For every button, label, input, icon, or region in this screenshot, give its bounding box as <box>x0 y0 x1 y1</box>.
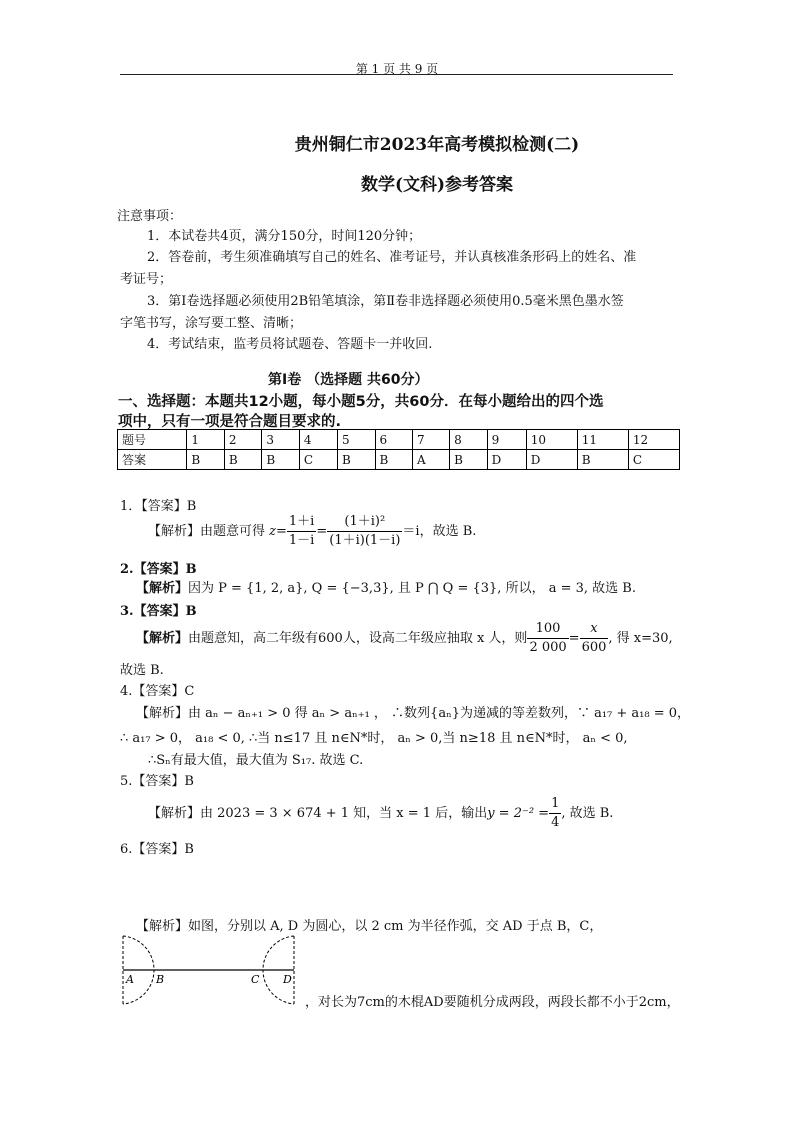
q1-eq: = <box>276 524 287 539</box>
q3-solution <box>136 620 673 657</box>
table-cell: C <box>299 450 337 470</box>
q6-line-1: 【解析】如图，分别以 A, D 为圆心，以 2 cm 为半径作弧，交 AD 于点 B，C， <box>136 919 603 934</box>
q1-f1-num: 1＋i <box>287 513 316 532</box>
label-c: C <box>251 973 260 986</box>
q6-answer: 6.【答案】B <box>120 842 194 857</box>
label-b: B <box>156 973 165 986</box>
table-cell: 12 <box>628 430 679 450</box>
note-3b: 字笔书写，涂写要工整、清晰； <box>120 316 303 331</box>
stick-figure-diagram <box>118 933 303 1008</box>
q3-fraction-a <box>527 620 568 657</box>
q1-eq2: = <box>316 524 328 539</box>
table-cell: B <box>577 450 628 470</box>
table-cell: C <box>628 450 679 470</box>
q5-pre: 【解析】由 2023 = 3 × 674 + 1 知，当 x = 1 后，输出 <box>148 806 488 821</box>
q1-f2-num: (1＋i)² <box>327 513 402 532</box>
q3-post: , 得 x=30, <box>608 631 673 646</box>
table-cell: 11 <box>577 430 628 450</box>
q1-pre: 【解析】由题意可得 <box>148 524 270 539</box>
q2-answer: 2.【答案】B <box>120 562 197 577</box>
table-cell: B <box>187 450 224 470</box>
table-cell: B <box>262 450 299 470</box>
q1-fraction-1 <box>287 513 316 550</box>
table-row <box>118 450 680 470</box>
q4-line-1: 【解析】由 aₙ − aₙ₊₁ > 0 得 aₙ > aₙ₊₁ ， ∴数列{aₙ}为递减的等差数列，∵ a₁₇ + a₁₈ = 0， <box>136 706 691 721</box>
table-cell: 3 <box>262 430 299 450</box>
document-title: 贵州铜仁市2023年高考模拟检测(二) <box>294 135 580 155</box>
q4-line-3: ∴Sₙ有最大值，最大值为 S₁₇. 故选 C. <box>148 753 364 768</box>
q3-fb-num: x <box>580 620 609 639</box>
q4-answer: 4.【答案】C <box>120 684 195 699</box>
table-cell: 4 <box>299 430 337 450</box>
q1-post: ＝i，故选 B. <box>402 524 477 539</box>
q3-conclusion: 故选 B. <box>120 663 164 678</box>
table-cell: A <box>412 450 449 470</box>
table-cell: 8 <box>450 430 487 450</box>
table-row <box>118 430 680 450</box>
table-cell: B <box>224 450 261 470</box>
label-d: D <box>283 973 292 986</box>
q5-post: , 故选 B. <box>561 806 614 821</box>
note-2a: 2．答卷前，考生须准确填写自己的姓名、准考证号，并认真核准条形码上的姓名、准 <box>147 250 637 265</box>
section-intro-2: 项中，只有一项是符合题目要求的. <box>118 414 342 430</box>
table-cell: 2 <box>224 430 261 450</box>
table-cell: 9 <box>487 430 526 450</box>
section-title: 第Ⅰ卷 （选择题 共60分） <box>268 372 429 388</box>
q2-text: 因为 P = {1, 2, a}, Q = {−3,3}, 且 P ⋂ Q = {3}, 所以， a = 3, 故选 B. <box>188 581 636 596</box>
note-4: 4．考试结束，监考员将试题卷、答题卡一并收回. <box>147 337 433 352</box>
q2-label: 【解析】 <box>136 581 189 596</box>
table-cell: 7 <box>412 430 449 450</box>
q3-fraction-b <box>580 620 609 657</box>
table-cell: 答案 <box>118 450 187 470</box>
q1-f2-den: (1＋i)(1－i) <box>329 533 401 548</box>
table-cell: 题号 <box>118 430 187 450</box>
note-2b: 考证号； <box>120 272 173 287</box>
table-cell: 10 <box>526 430 577 450</box>
document-subtitle: 数学(文科)参考答案 <box>360 175 514 195</box>
label-a: A <box>126 973 134 986</box>
header-rule <box>120 74 673 75</box>
table-cell: 6 <box>375 430 412 450</box>
q2-solution <box>136 577 636 596</box>
table-cell: D <box>487 450 526 470</box>
q3-fa-num: 100 <box>527 620 568 639</box>
q3-eq: = <box>568 631 580 646</box>
q1-solution <box>148 513 476 550</box>
notes-heading: 注意事项： <box>117 209 183 224</box>
q3-answer: 3.【答案】B <box>120 604 197 619</box>
note-3a: 3．第Ⅰ卷选择题必须使用2B铅笔填涂，第Ⅱ卷非选择题必须使用0.5毫米黑色墨水签 <box>147 294 624 309</box>
table-cell: D <box>526 450 577 470</box>
q4-line-2: ∴ a₁₇ > 0， a₁₈ < 0, ∴当 n≤17 且 n∈N*时， aₙ > 0,当 n≥18 且 n∈N*时， aₙ < 0, <box>120 731 628 746</box>
q3-fa-den: 2 000 <box>529 640 567 655</box>
q3-label: 【解析】 <box>136 631 189 646</box>
q5-f-num: 1 <box>549 795 561 814</box>
q5-y: y = 2⁻² = <box>487 806 550 821</box>
q5-f-den: 4 <box>551 815 560 830</box>
table-cell: B <box>375 450 412 470</box>
q1-fraction-2 <box>327 513 402 550</box>
table-cell: B <box>338 450 375 470</box>
section-intro-1: 一、选择题：本题共12小题，每小题5分，共60分．在每小题给出的四个选 <box>118 394 604 410</box>
table-cell: 5 <box>338 430 375 450</box>
answer-table <box>117 429 680 470</box>
q1-f1-den: 1－i <box>288 533 315 548</box>
table-cell: B <box>450 450 487 470</box>
note-1: 1．本试卷共4页，满分150分，时间120分钟； <box>147 229 422 244</box>
table-cell: 1 <box>187 430 224 450</box>
page-header: 第 1 页 共 9 页 <box>355 62 439 76</box>
q5-fraction <box>549 795 561 832</box>
q1-var: z <box>269 524 276 539</box>
q1-answer: 1．【答案】B <box>120 499 197 514</box>
q5-answer: 5.【答案】B <box>120 774 194 789</box>
q3-fb-den: 600 <box>581 640 607 655</box>
q5-solution <box>148 795 613 832</box>
q3-pre: 由题意知，高二年级有600人，设高二年级应抽取 x 人，则 <box>188 631 528 646</box>
q6-line-2: ，对长为7cm的木棍AD要随机分成两段，两段长都不小于2cm， <box>305 995 680 1010</box>
